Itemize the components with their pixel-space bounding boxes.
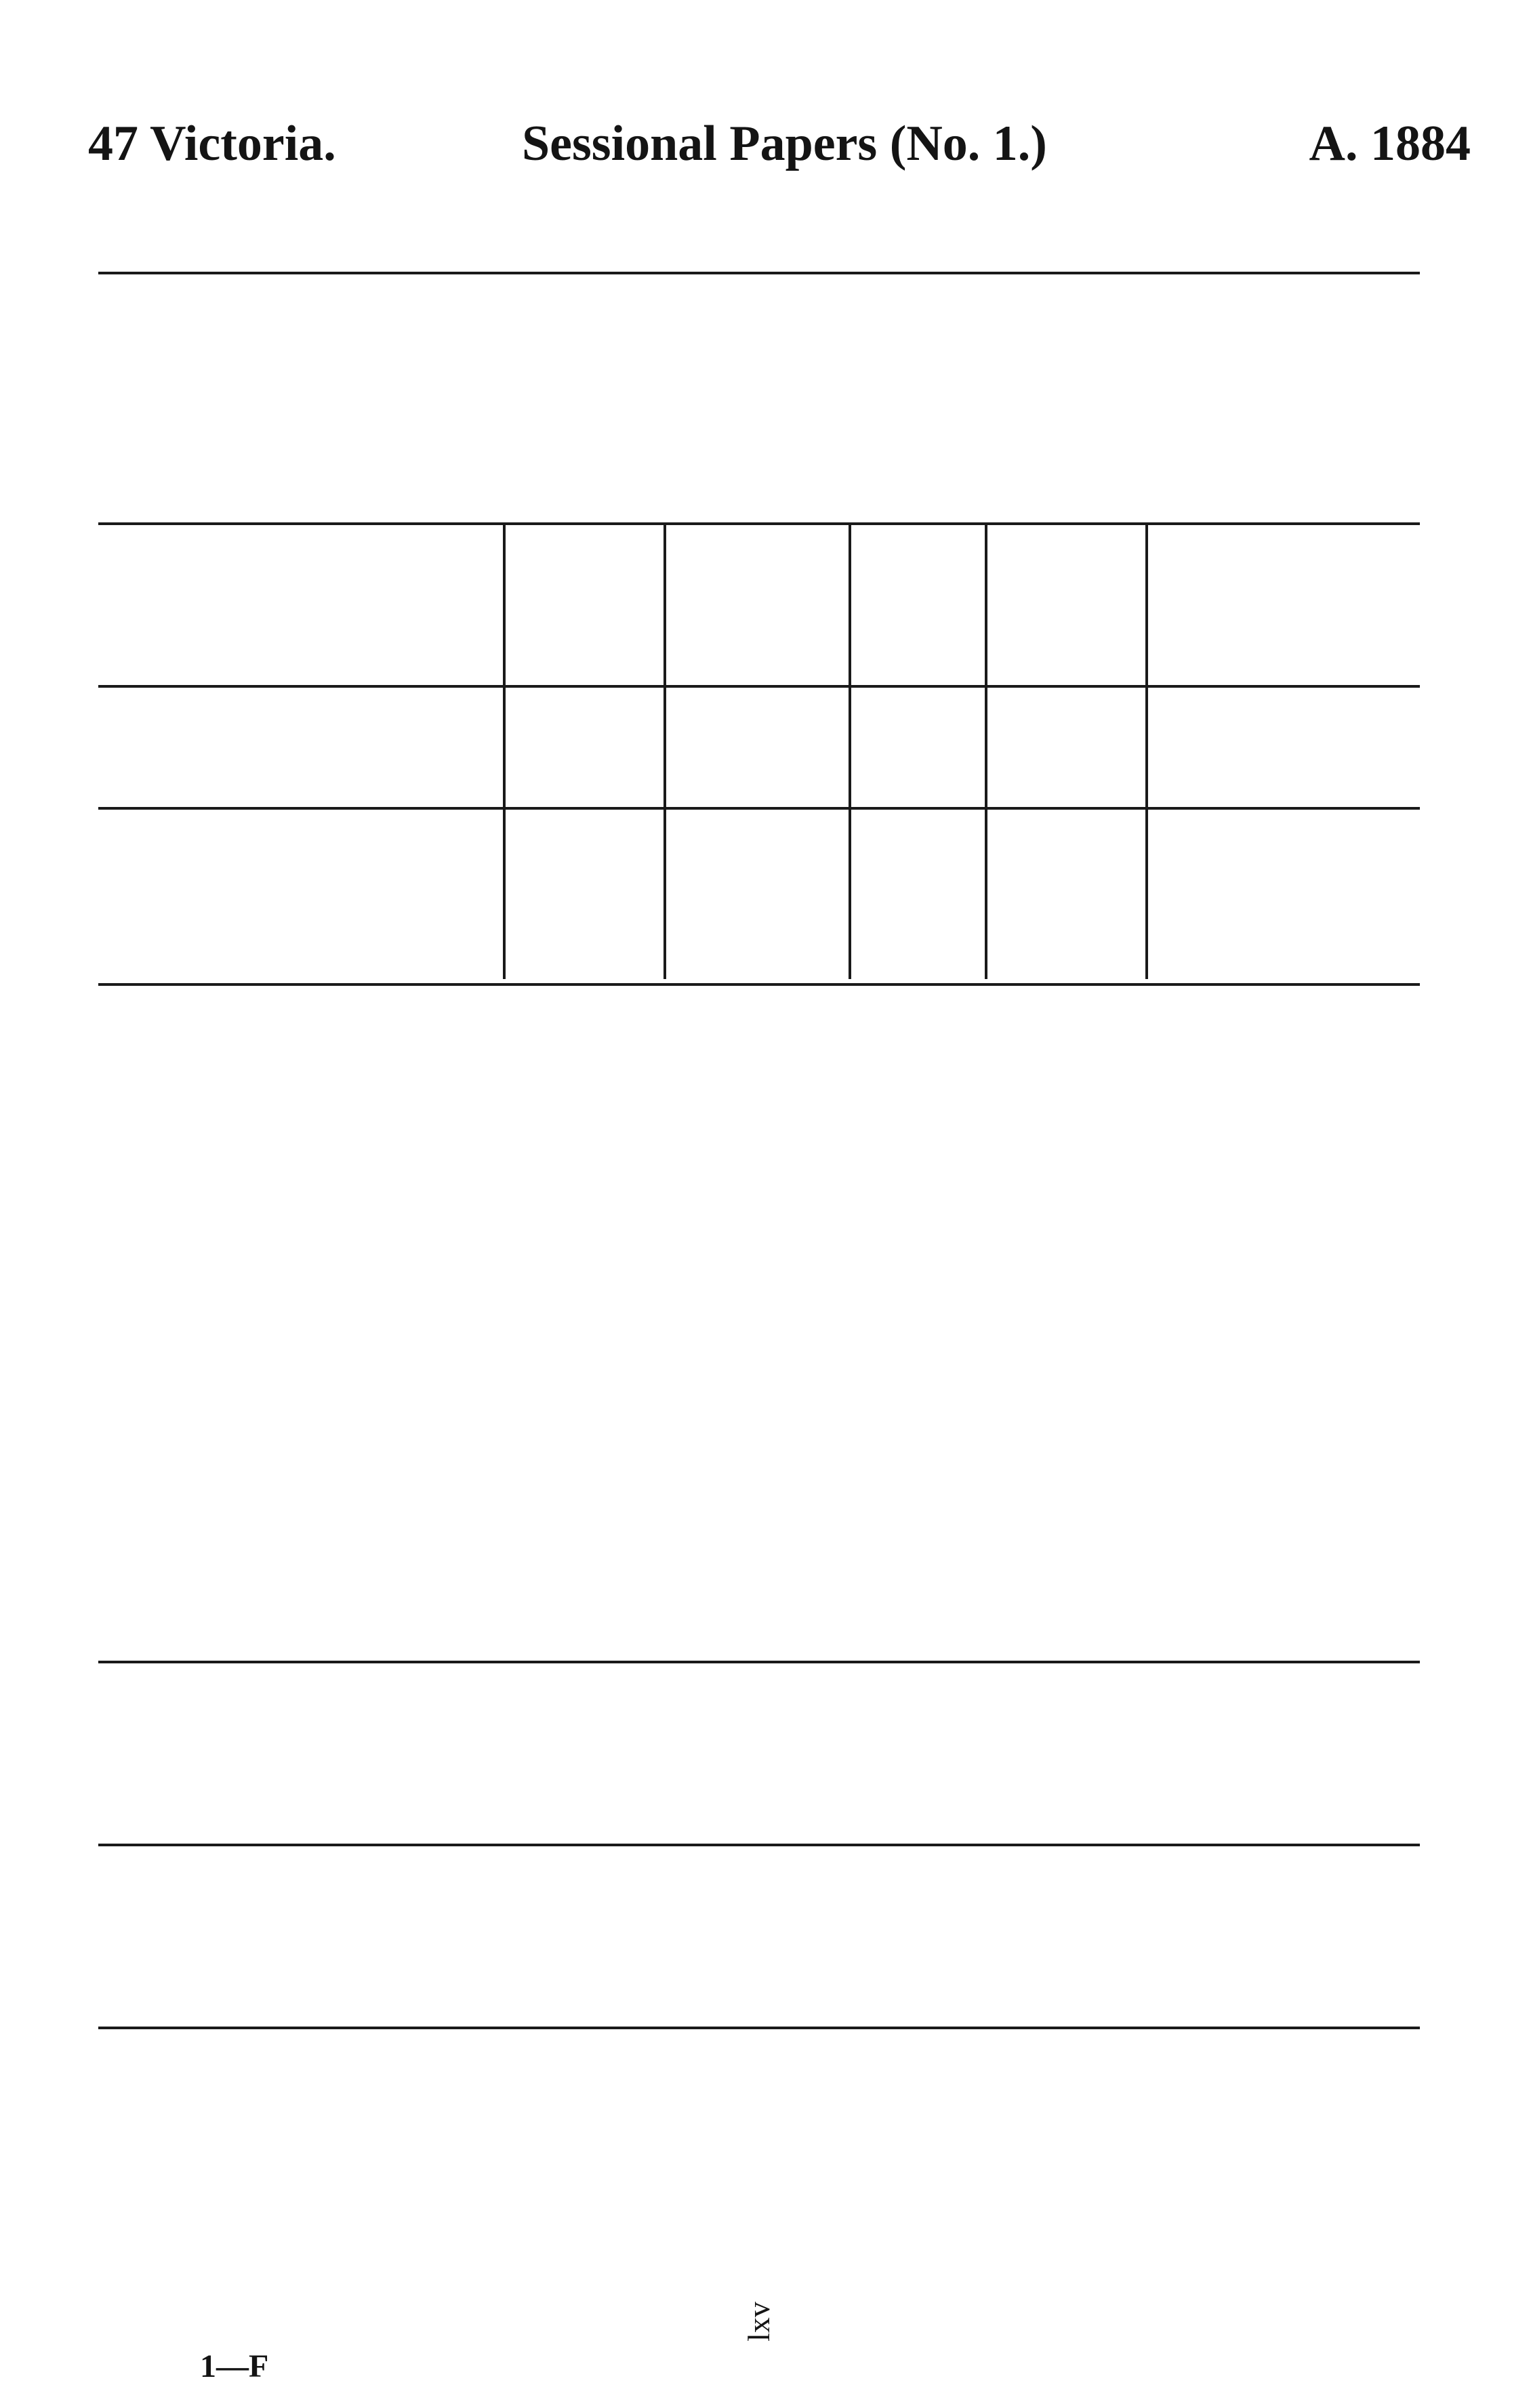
row-rule bbox=[503, 525, 506, 979]
header-title: Sessional Papers (No. 1.) bbox=[522, 116, 1047, 171]
column-rule bbox=[98, 522, 1420, 525]
column-rule bbox=[98, 685, 1420, 688]
row-rule bbox=[1145, 525, 1148, 979]
column-rule bbox=[98, 272, 1420, 274]
sheet-mark: 1—F bbox=[200, 2348, 269, 2384]
column-rule bbox=[98, 983, 1420, 986]
column-rule bbox=[98, 2027, 1420, 2029]
header-session: 47 Victoria. bbox=[88, 116, 336, 171]
page-number: lxv bbox=[741, 2302, 776, 2342]
row-rule bbox=[664, 525, 666, 979]
column-rule bbox=[98, 1844, 1420, 1846]
rotated-table bbox=[98, 268, 1420, 2199]
column-rule bbox=[98, 1661, 1420, 1663]
row-rule bbox=[985, 525, 987, 979]
column-rule bbox=[98, 807, 1420, 810]
header-year: A. 1884 bbox=[1309, 116, 1471, 171]
row-rule bbox=[849, 525, 851, 979]
